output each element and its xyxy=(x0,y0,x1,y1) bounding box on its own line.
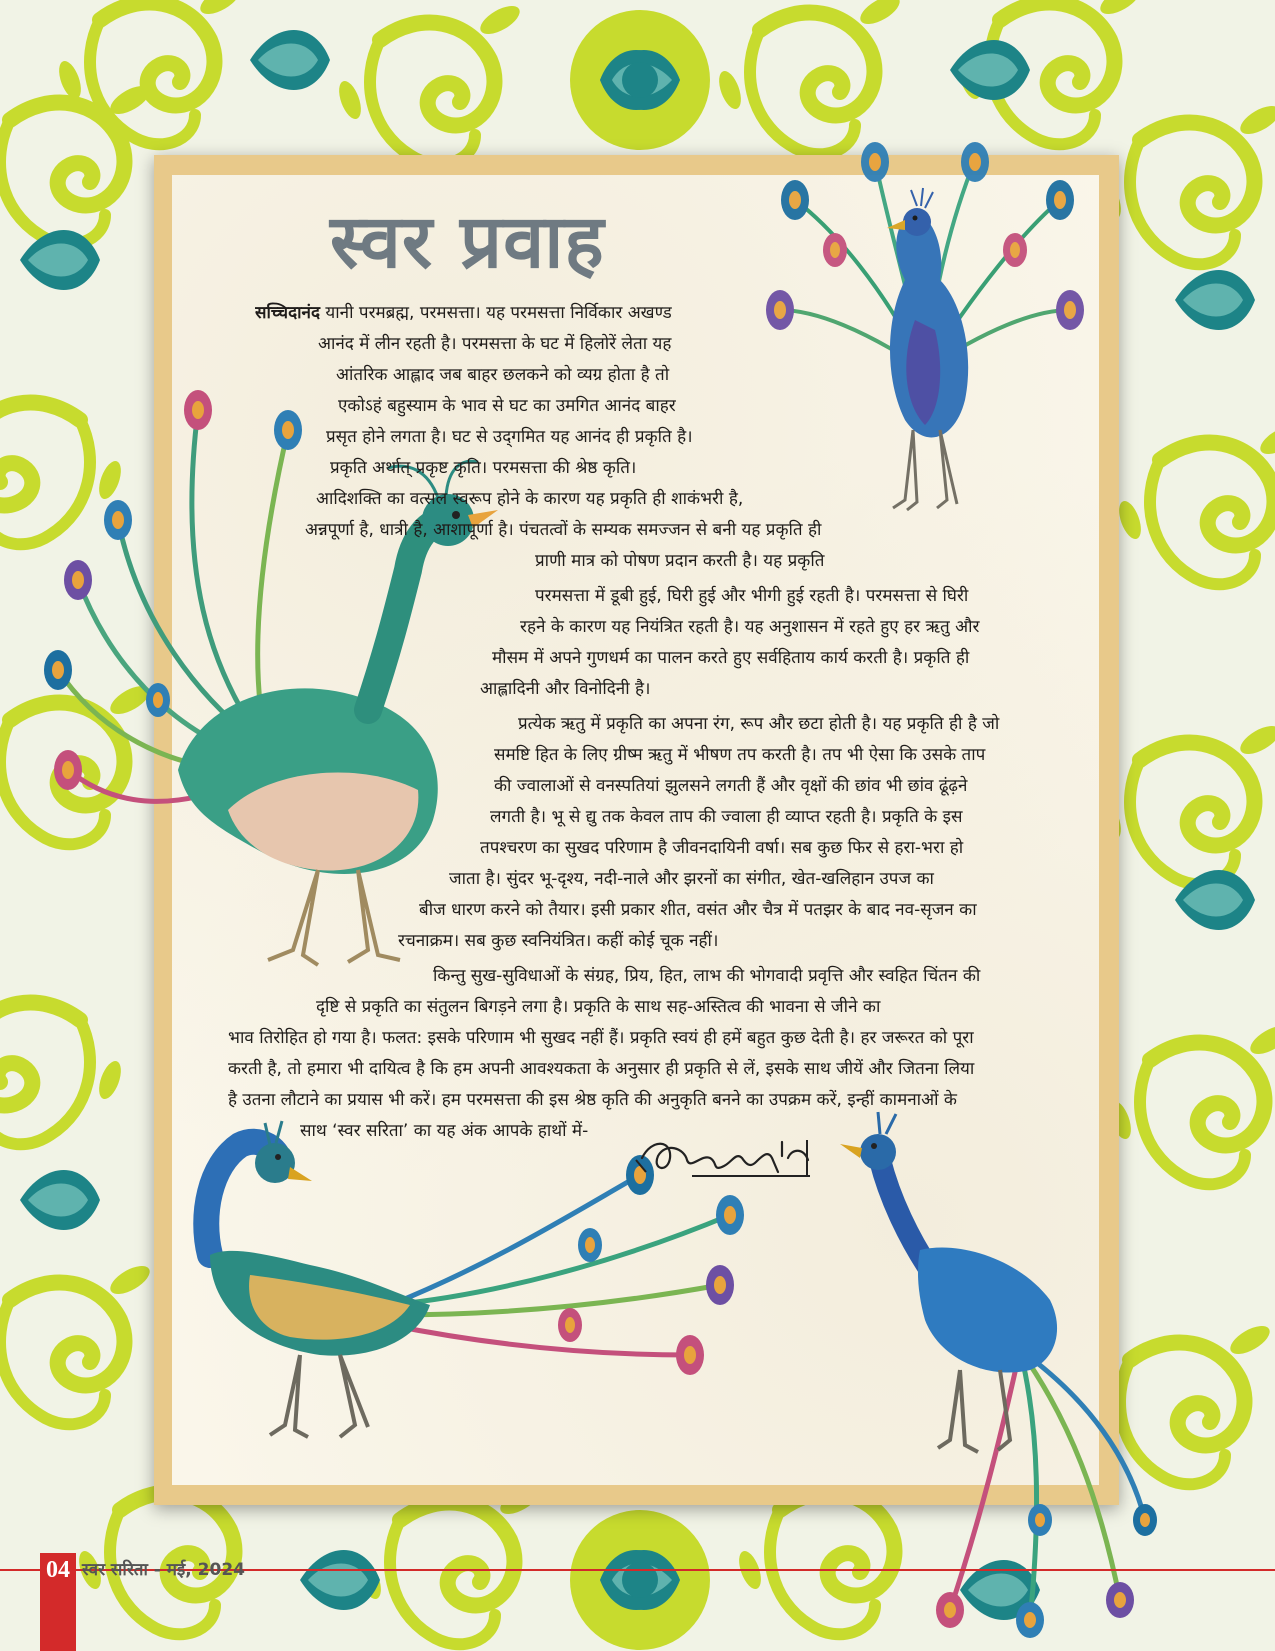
body-line: लगती है। भू से द्यु तक केवल ताप की ज्वाला ही व्याप्त रहती है। प्रकृति के इस xyxy=(490,807,963,827)
body-line: किन्तु सुख-सुविधाओं के संग्रह, प्रिय, हित, लाभ की भोगवादी प्रवृत्ति और स्वहित चिंतन की xyxy=(433,966,981,986)
body-line: रचनाक्रम। सब कुछ स्वनियंत्रित। कहीं कोई चूक नहीं। xyxy=(398,931,719,951)
body-line: भाव तिरोहित हो गया है। फलत: इसके परिणाम भी सुखद नहीं हैं। प्रकृति स्वयं ही हमें बहुत कुछ देती है। हर जरूरत को पूरा xyxy=(228,1028,974,1048)
body-lead-word: सच्चिदानंद xyxy=(255,303,320,323)
peacock-illustration xyxy=(840,1100,1160,1640)
body-line: रहने के कारण यह नियंत्रित रहती है। यह अनुशासन में रहते हुए हर ऋतु और xyxy=(520,617,980,637)
body-line: आदिशक्ति का वत्सल स्वरूप होने के कारण यह प्रकृति ही शाकंभरी है, xyxy=(316,489,744,509)
body-line: आंतरिक आह्लाद जब बाहर छलकने को व्यग्र होता है तो xyxy=(336,365,670,385)
body-line: प्रकृति अर्थात् प्रकृष्ट कृति। परमसत्ता की श्रेष्ठ कृति। xyxy=(330,458,637,478)
body-line: प्रसृत होने लगता है। घट से उद्‌गमित यह आनंद ही प्रकृति है। xyxy=(326,427,693,447)
body-line: बीज धारण करने को तैयार। इसी प्रकार शीत, वसंत और चैत्र में पतझर के बाद नव-सृजन का xyxy=(419,900,977,920)
body-line: की ज्वालाओं से वनस्पतियां झुलसने लगती हैं और वृक्षों की छांव भी छांव ढूंढ़ने xyxy=(494,776,968,796)
body-line: आह्लादिनी और विनोदिनी है। xyxy=(480,679,651,699)
body-line: जाता है। सुंदर भू-दृश्य, नदी-नाले और झरनों का संगीत, खेत-खलिहान उपज का xyxy=(449,869,934,889)
page-title: स्वर प्रवाह xyxy=(330,199,605,285)
body-line: प्राणी मात्र को पोषण प्रदान करती है। यह प्रकृति xyxy=(535,551,825,571)
body-line: समष्टि हित के लिए ग्रीष्म ऋतु में भीषण तप करती है। तप भी ऐसा कि उसके ताप xyxy=(494,745,986,765)
footer-publication: स्वर सरिता - मई, 2024 xyxy=(82,1560,245,1580)
body-line: आनंद में लीन रहती है। परमसत्ता के घट में हिलोरें लेता यह xyxy=(318,334,672,354)
body-line: मौसम में अपने गुणधर्म का पालन करते हुए सर्वहिताय कार्य करती है। प्रकृति ही xyxy=(492,648,970,668)
peacock-illustration xyxy=(765,140,1085,520)
page-number: 04 xyxy=(46,1557,70,1583)
body-line: अन्नपूर्णा है, धात्री है, आशापूर्णा है। पंचतत्वों के सम्यक समज्जन से बनी यह प्रकृति ही xyxy=(305,520,822,540)
body-line: प्रत्येक ऋतु में प्रकृति का अपना रंग, रूप और छटा होती है। यह प्रकृति ही है जो xyxy=(518,714,1000,734)
body-line: दृष्टि से प्रकृति का संतुलन बिगड़ने लगा है। प्रकृति के साथ सह-अस्तित्व की भावना से जीने का xyxy=(316,997,881,1017)
body-line: परमसत्ता में डूबी हुई, घिरी हुई और भीगी हुई रहती है। परमसत्ता से घिरी xyxy=(535,586,969,606)
body-line: तपश्चरण का सुखद परिणाम है जीवनदायिनी वर्षा। सब कुछ फिर से हरा-भरा हो xyxy=(480,838,964,858)
body-line: साथ ‘स्वर सरिता’ का यह अंक आपके हाथों में- xyxy=(300,1121,589,1141)
signature-scrawl xyxy=(632,1128,822,1198)
body-line: है उतना लौटाने का प्रयास भी करें। हम परमसत्ता की इस श्रेष्ठ कृति की अनुकृति बनने का उपक्रम करें, इन्हीं कामनाओं के xyxy=(228,1090,957,1110)
body-line: करती है, तो हमारा भी दायित्व है कि हम अपनी आवश्यकता के अनुसार ही प्रकृति से लें, इसके साथ जीयें और जितना लिया xyxy=(228,1059,975,1079)
body-line: सच्चिदानंद यानी परमब्रह्म, परमसत्ता। यह परमसत्ता निर्विकार अखण्ड xyxy=(255,303,672,323)
body-line: एकोऽहं बहुस्याम के भाव से घट का उमगित आनंद बाहर xyxy=(338,396,676,416)
